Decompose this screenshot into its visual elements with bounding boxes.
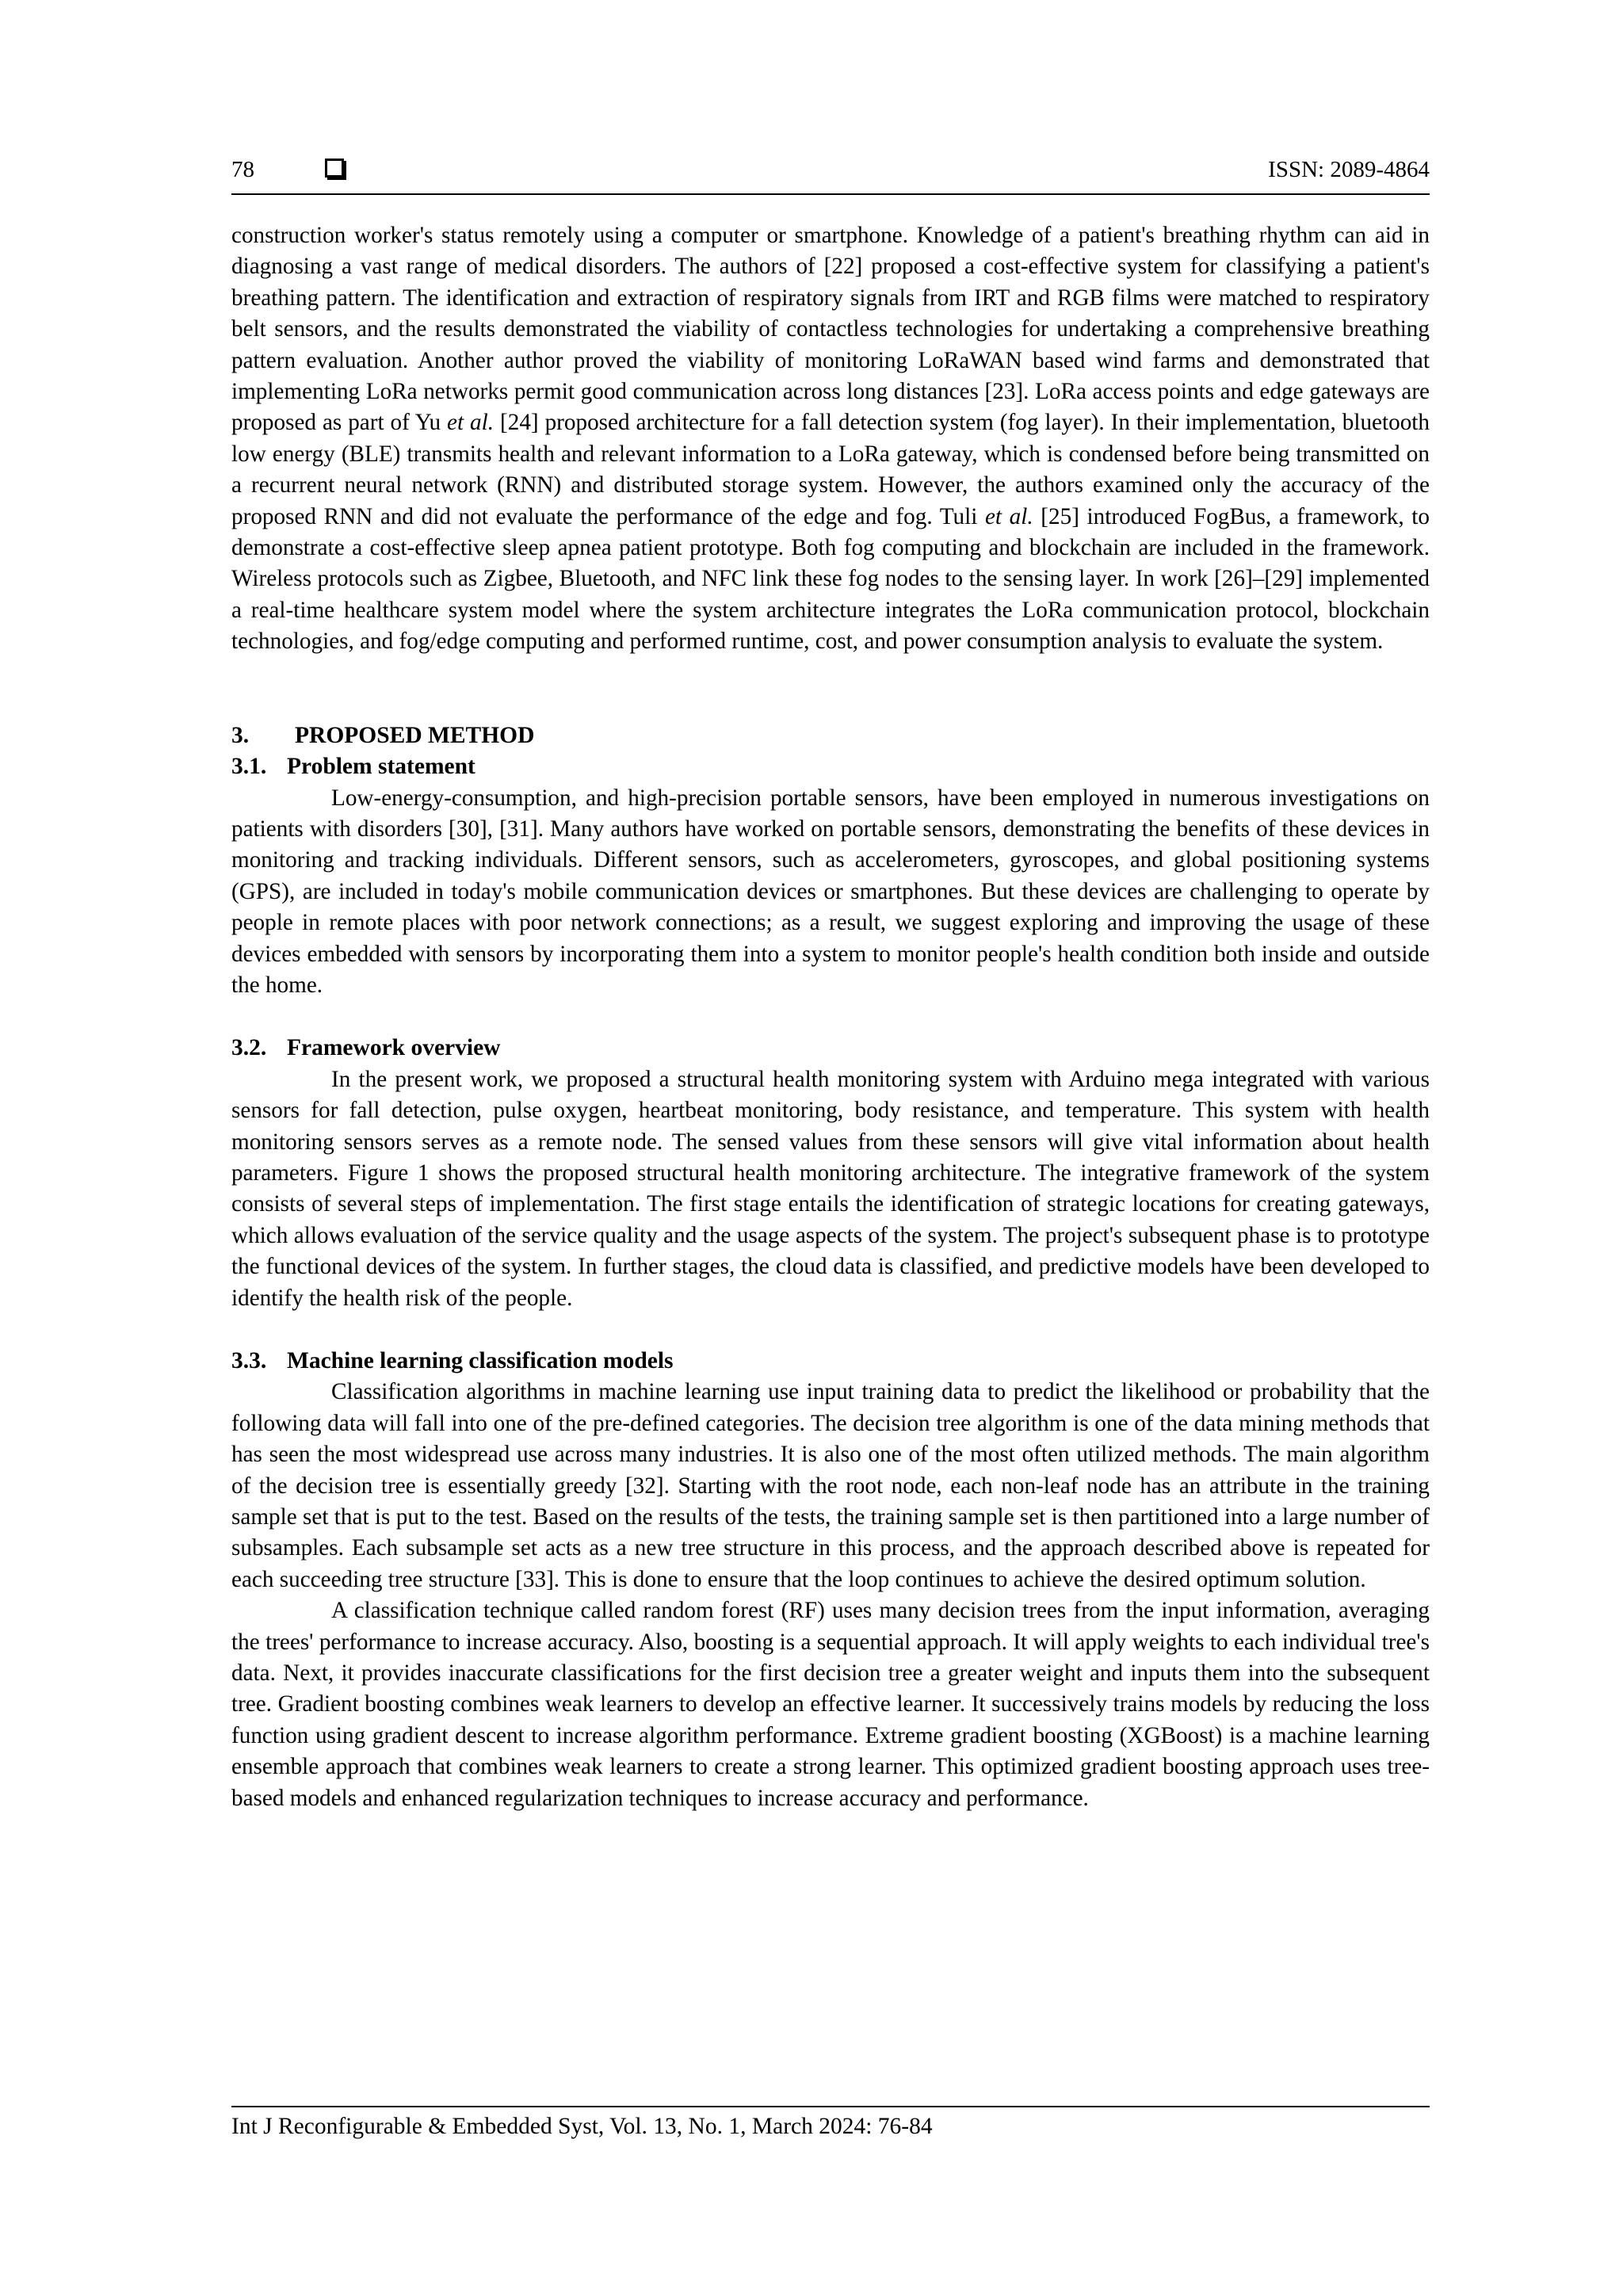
page-footer bbox=[231, 2106, 1430, 2140]
journal-citation: Int J Reconfigurable & Embedded Syst, Vol. 13, No. 1, March 2024: 76-84 bbox=[231, 2114, 933, 2139]
subsection-heading-ml-models: 3.3. Machine learning classification models bbox=[231, 1348, 674, 1373]
page-header bbox=[231, 155, 1430, 195]
checkbox-square-icon bbox=[325, 159, 344, 178]
subsection-heading-framework-overview: 3.2. Framework overview bbox=[231, 1035, 501, 1061]
issn-label: ISSN: 2089-4864 bbox=[1268, 157, 1430, 182]
page-number: 78 bbox=[231, 157, 254, 182]
ml-models-paragraph-1: Classification algorithms in machine learning use input training data to predict the likelihood or probability that the following data will fall into one of the pre-defined categories. The decision tree algorithm is one of the data mining methods that has seen the most widespread use across many industries. It is also one of the most often utilized methods. The main algorithm of the decision tree is essentially greedy [32]. Starting with the root node, each non-leaf node has an attribute in the training sample set that is put to the test. Based on the results of the tests, the training sample set is then partitioned into a large number of subsamples. Each subsample set acts as a new tree structure in this process, and the approach described above is repeated for each succeeding tree structure [33]. This is done to ensure that the loop continues to achieve the desired optimum solution. bbox=[231, 1379, 1430, 1592]
continuation-paragraph: construction worker's status remotely using a computer or smartphone. Knowledge of a patient's breathing rhythm can aid in diagnosing a vast range of medical disorders. The authors of [22] proposed a cost-effective system for classifying a patient's breathing pattern. The identification and extraction of respiratory signals from IRT and RGB films were matched to respiratory belt sensors, and the results demonstrated the viability of contactless technologies for undertaking a comprehensive breathing pattern evaluation. Another author proved the viability of monitoring LoRaWAN based wind farms and demonstrated that implementing LoRa networks permit good communication across long distances [23]. LoRa access points and edge gateways are proposed as part of Yu et al. [24] proposed architecture for a fall detection system (fog layer). In their implementation, bluetooth low energy (BLE) transmits health and relevant information to a LoRa gateway, which is condensed before being transmitted on a recurrent neural network (RNN) and distributed storage system. However, the authors examined only the accuracy of the proposed RNN and did not evaluate the performance of the edge and fog. Tuli et al. [25] introduced FogBus, a framework, to demonstrate a cost-effective sleep apnea patient prototype. Both fog computing and blockchain are included in the framework. Wireless protocols such as Zigbee, Bluetooth, and NFC link these fog nodes to the sensing layer. In work [26]–[29] implemented a real-time healthcare system model where the system architecture integrates the LoRa communication protocol, blockchain technologies, and fog/edge computing and performed runtime, cost, and power consumption analysis to evaluate the system. bbox=[231, 223, 1430, 655]
ml-models-paragraph-2: A classification technique called random forest (RF) uses many decision trees from the input information, averaging the trees' performance to increase accuracy. Also, boosting is a sequential approach. It will apply weights to each individual tree's data. Next, it provides inaccurate classifications for the first decision tree a greater weight and inputs them into the subsequent tree. Gradient boosting combines weak learners to develop an effective learner. It successively trains models by reducing the loss function using gradient descent to increase algorithm performance. Extreme gradient boosting (XGBoost) is a machine learning ensemble approach that combines weak learners to create a strong learner. This optimized gradient boosting approach uses tree-based models and enhanced regularization techniques to increase accuracy and performance. bbox=[231, 1598, 1430, 1811]
framework-overview-paragraph: In the present work, we proposed a structural health monitoring system with Arduino mega integrated with various sensors for fall detection, pulse oxygen, heartbeat monitoring, body resistance, and temperature. This system with health monitoring sensors serves as a remote node. The sensed values from these sensors will give vital information about health parameters. Figure 1 shows the proposed structural health monitoring architecture. The integrative framework of the system consists of several steps of implementation. The first stage entails the identification of strategic locations for creating gateways, which allows evaluation of the service quality and the usage aspects of the system. The project's subsequent phase is to prototype the functional devices of the system. In further stages, the cloud data is classified, and predictive models have been developed to identify the health risk of the people. bbox=[231, 1066, 1430, 1311]
article-body bbox=[231, 220, 1430, 1814]
problem-statement-paragraph: Low-energy-consumption, and high-precision portable sensors, have been employed in numerous investigations on patients with disorders [30], [31]. Many authors have worked on portable sensors, demonstrating the benefits of these devices in monitoring and tracking individuals. Different sensors, such as accelerometers, gyroscopes, and global positioning systems (GPS), are included in today's mobile communication devices or smartphones. But these devices are challenging to operate by people in remote places with poor network connections; as a result, we suggest exploring and improving the usage of these devices embedded with sensors by incorporating them into a system to monitor people's health condition both inside and outside the home. bbox=[231, 785, 1430, 998]
section-heading-proposed-method: 3. PROPOSED METHOD bbox=[231, 722, 535, 748]
subsection-heading-problem-statement: 3.1. Problem statement bbox=[231, 754, 475, 780]
